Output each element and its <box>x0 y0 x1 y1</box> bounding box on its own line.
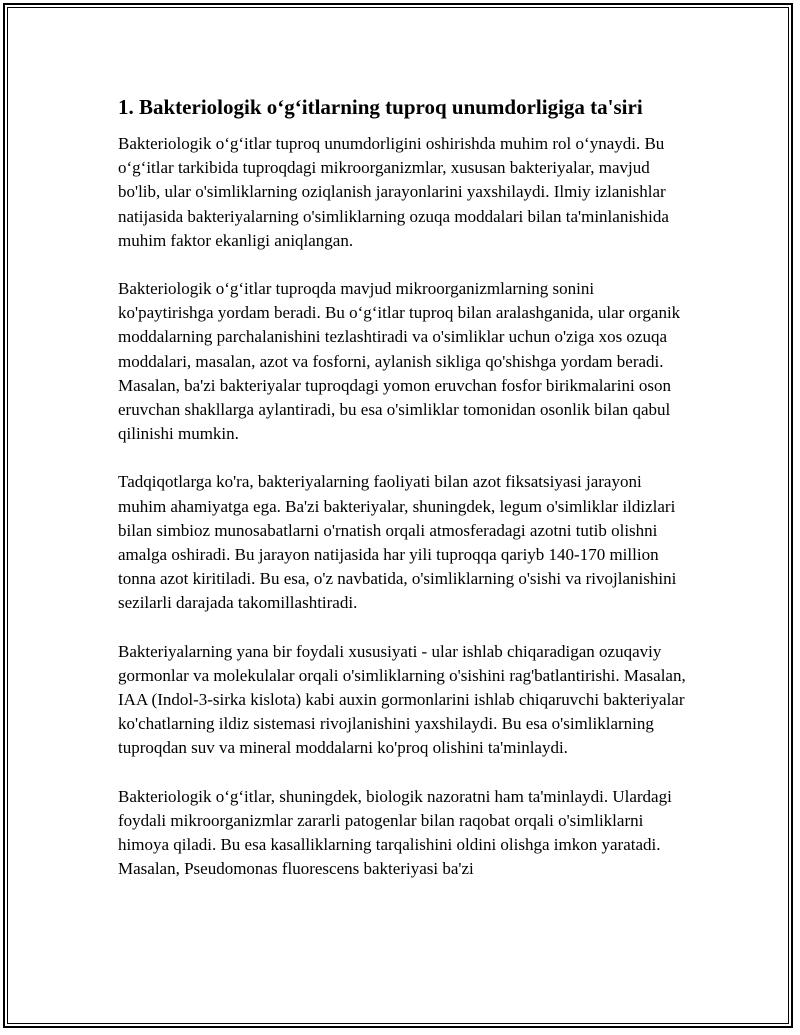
section-heading: 1. Bakteriologik o‘g‘itlarning tuproq unumdorligiga ta'siri <box>118 95 643 119</box>
paragraph-2: Bakteriologik o‘g‘itlar tuproqda mavjud mikroorganizmlarning sonini ko'paytirishga yordam beradi. Bu o‘g‘itlar tuproq bilan aralashganida, ular organik moddalarning parchalanishini tezlashtiradi va o'simliklar uchun o'ziga xos ozuqa moddalari, masalan, azot va fosforni, aylanish sikliga qo'shishga yordam beradi. Masalan, ba'zi bakteriyalar tuproqdagi yomon eruvchan fosfor birikmalarini oson eruvchan shakllarga aylantiradi, bu esa o'simliklar tomonidan osonlik bilan qabul qilinishi mumkin. <box>118 279 681 444</box>
paragraph-4: Bakteriyalarning yana bir foydali xususiyati - ular ishlab chiqaradigan ozuqaviy gormonlar va molekulalar orqali o'simliklarning o'sishini rag'batlantirishi. Masalan, IAA (Indol-3-sirka kislota) kabi auxin gormonlarini ishlab chiqaruvchi bakteriyalar ko'chatlarning ildiz sistemasi rivojlanishini yaxshilaydi. Bu esa o'simliklarning tuproqdan suv va mineral moddalarni ko'proq olishini ta'minlaydi. <box>118 641 686 758</box>
paragraph-1: Bakteriologik o‘g‘itlar tuproq unumdorligini oshirishda muhim rol o‘ynaydi. Bu o‘g‘itlar tarkibida tuproqdagi mikroorganizmlar, xususan bakteriyalar, mavjud bo'lib, ular o'simliklarning oziqlanish jarayonlarini yaxshilaydi. Ilmiy izlanishlar natijasida bakteriyalarning o'simliklarning ozuqa moddalari bilan ta'minlanishida muhim faktor ekanligi aniqlangan. <box>118 134 669 250</box>
paragraph-3: Tadqiqotlarga ko'ra, bakteriyalarning faoliyati bilan azot fiksatsiyasi jarayoni muhim ahamiyatga ega. Ba'zi bakteriyalar, shuningdek, legum o'simliklar ildizlari bilan simbioz munosabatlarni o'rnatish orqali atmosferadagi azotni tutib olishni amalga oshiradi. Bu jarayon natijasida har yili tuproqqa qariyb 140-170 million tonna azot kiritiladi. Bu esa, o'z navbatida, o'simliklarning o'sishi va rivojlanishini sezilarli darajada takomillashtiradi. <box>118 472 677 613</box>
document-body <box>118 92 688 905</box>
paragraph-5: Bakteriologik o‘g‘itlar, shuningdek, biologik nazoratni ham ta'minlaydi. Ulardagi foydali mikroorganizmlar zararli patogenlar bilan raqobat orqali o'simliklarni himoya qiladi. Bu esa kasalliklarning tarqalishini oldini olishga imkon yaratadi. Masalan, Pseudomonas fluorescens bakteriyasi ba'zi <box>118 786 672 879</box>
